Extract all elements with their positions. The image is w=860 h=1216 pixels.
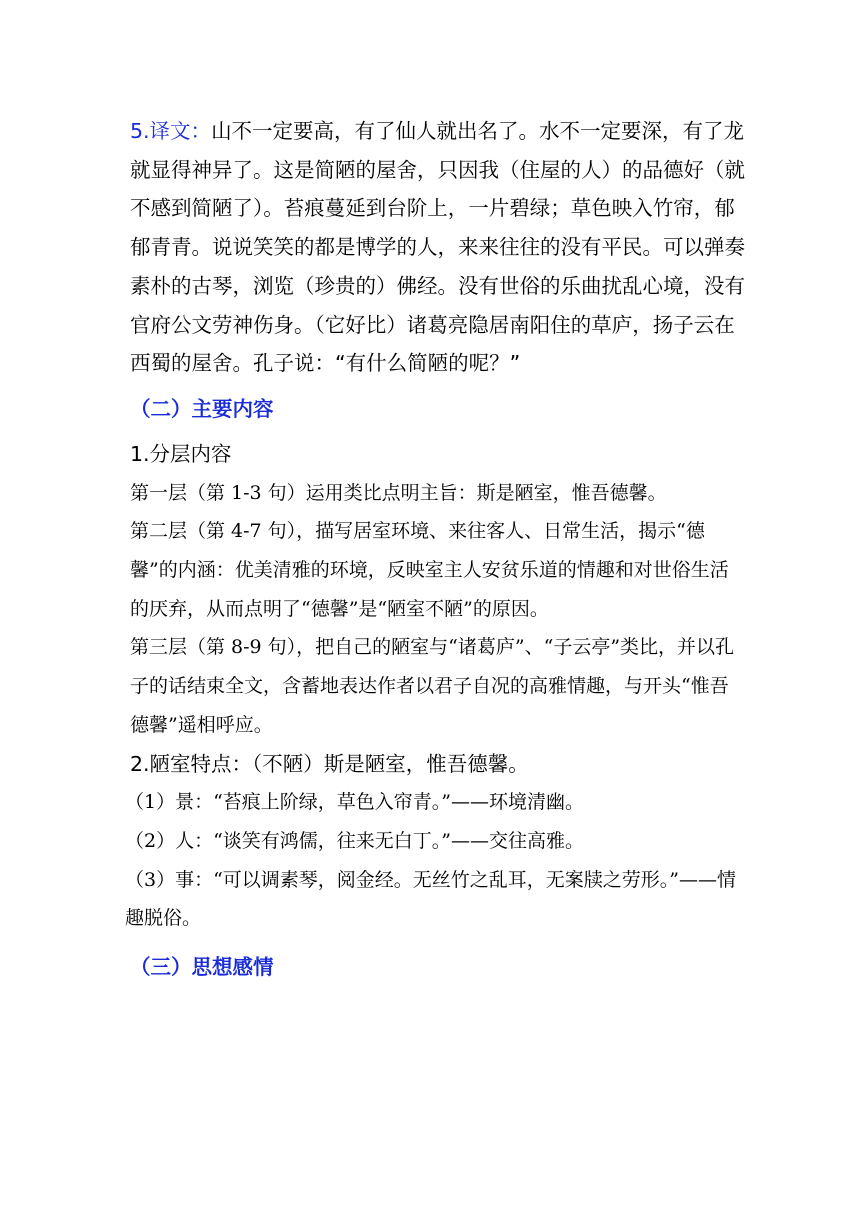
item1-title: 1.分层内容 — [130, 441, 232, 466]
document-page — [125, 112, 745, 986]
section-heading-main-content: （二）主要内容 — [130, 396, 274, 421]
translation-label: 5.译文： — [130, 119, 212, 143]
translation-paragraph — [130, 112, 745, 383]
layer1-text: 第一层（第 1-3 句）运用类比点明主旨：斯是陋室，惟吾德馨。 — [130, 481, 667, 504]
section-heading-thoughts: （三）思想感情 — [130, 955, 274, 980]
feature-people: （2）人：“谈笑有鸿儒，往来无白丁。”——交往高雅。 — [125, 829, 585, 852]
item2-title: 2.陋室特点：（不陋）斯是陋室，惟吾德馨。 — [130, 751, 529, 776]
translation-text: 山不一定要高，有了仙人就出名了。水不一定要深，有了龙就显得神异了。这是简陋的屋舍，只因我（住屋的人）的品德好（就不感到简陋了）。苔痕蔓延到台阶上，一片碧绿；草色映入竹帘，郁郁青青。说说笑笑的都是博学的人，来来往往的没有平民。可以弹奏素朴的古琴，浏览（珍贵的）佛经。没有世俗的乐曲扰乱心境，没有官府公文劳神伤身。（它好比）诸葛亮隐居南阳住的草庐，扬子云在西蜀的屋舍。孔子说：“有什么简陋的呢？” — [130, 119, 745, 376]
layer3-text: 第三层（第 8-9 句），把自己的陋室与“诸葛庐”、“子云亭”类比，并以孔子的话结束全文，含蓄地表达作者以君子自况的高雅情趣，与开头“惟吾德馨”遥相呼应。 — [130, 636, 735, 736]
feature-scenery: （1）景：“苔痕上阶绿，草色入帘青。”——环境清幽。 — [125, 791, 585, 814]
feature-activities: （3）事：“可以调素琴，阅金经。无丝竹之乱耳，无案牍之劳形。”——情趣脱俗。 — [125, 868, 737, 930]
layer2-text: 第二层（第 4-7 句），描写居室环境、来往客人、日常生活，揭示“德馨”的内涵：优美清雅的环境，反映室主人安贫乐道的情趣和对世俗生活的厌弃，从而点明了“德馨”是“陋室不陋”的原因。 — [130, 520, 729, 620]
